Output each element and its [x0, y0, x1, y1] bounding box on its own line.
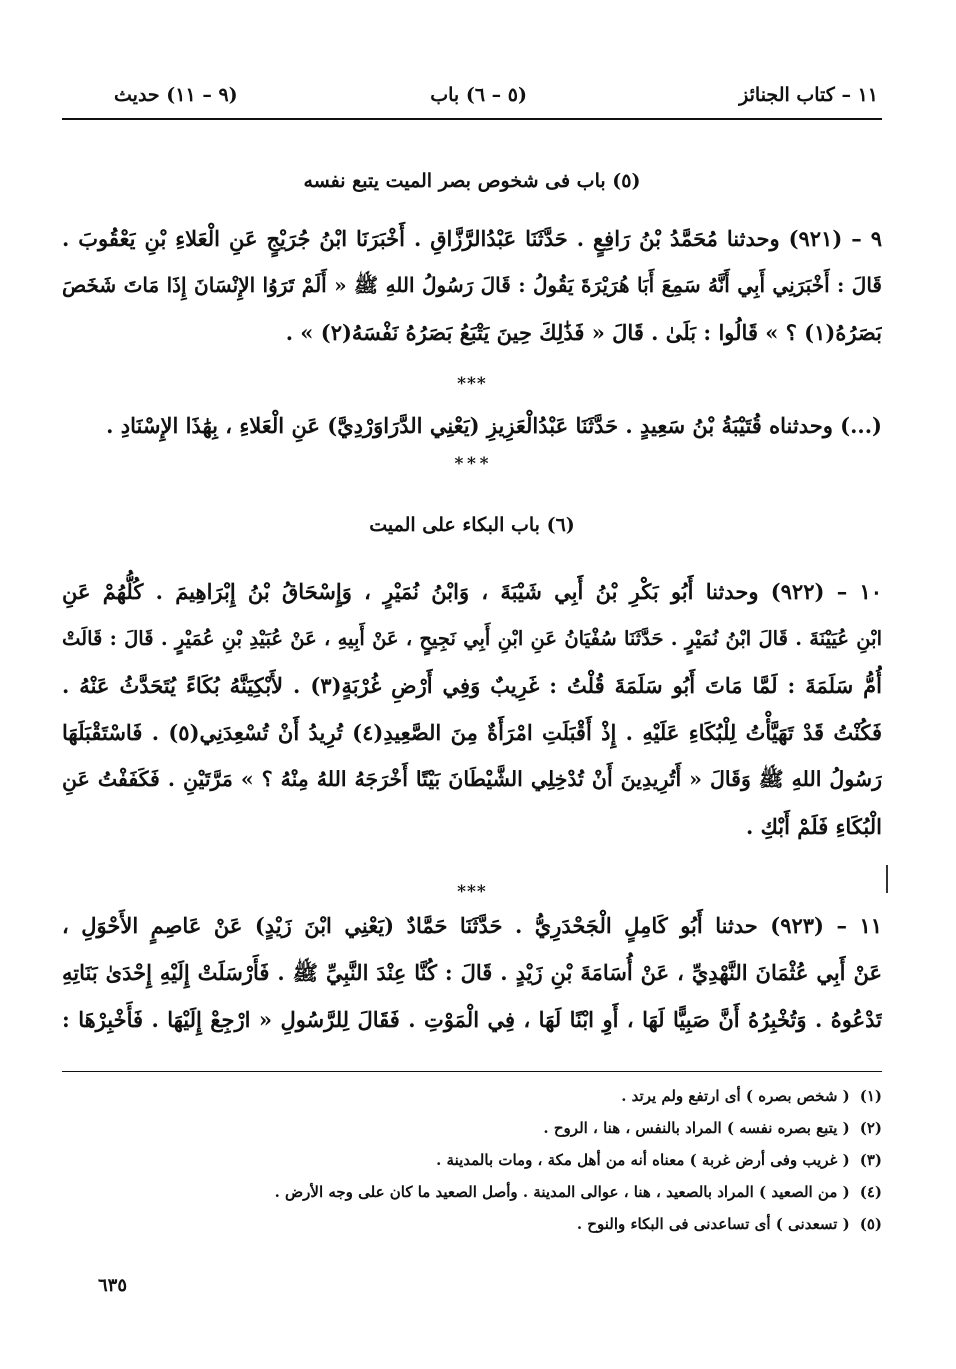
- hadith-range: (٩ – ١١) حديث: [114, 84, 238, 106]
- footnote-text: ( يتبع بصره نفسه ) المراد بالنفس ، هنا ، الروح .: [543, 1119, 850, 1137]
- separator-stars: ***: [457, 882, 487, 902]
- footnote-number: (٤): [859, 1183, 882, 1201]
- text-line: ابْنِ عُيَيْنَةَ . قَالَ ابْنُ نُمَيْرٍ . حَدَّثَنَا سُفْيَانُ عَنِ ابْنِ أَبِي نَجِيحٍ ، عَنْ أَبِيهِ ، عَنْ عُبَيْدِ بْنِ عُمَيْرٍ . قَالَ : قَالَتْ: [62, 627, 882, 650]
- text-line: فَكُنْتُ قَدْ تَهَيَّأْتُ لِلْبُكَاءِ عَلَيْهِ . إِذْ أَقْبَلَتِ امْرَأَةٌ مِنَ الصَّعِيدِ(٤) تُرِيدُ أَنْ تُسْعِدَنِي(٥) . فَاسْتَقْبَلَهَا: [62, 720, 882, 745]
- footnote-item: [62, 1176, 882, 1208]
- footnotes: [62, 1080, 882, 1240]
- book-title: ١١ – كتاب الجنائز: [739, 84, 878, 106]
- text-line: (...) وحدثناه قُتَيْبَةُ بْنُ سَعِيدٍ . حَدَّثَنَا عَبْدُالْعَزِيزِ (يَعْنِي الدَّرَاوَرْدِيَّ) عَنِ الْعَلاءِ ، بِهَٰذَا الإِسْنَادِ .: [106, 413, 882, 438]
- footnote-text: ( غريب وفى أرض غربة ) معناه أنه من أهل مكة ، ومات بالمدينة .: [436, 1151, 850, 1169]
- text-line: الْبُكَاءِ فَلَمْ أَبْكِ .: [745, 814, 882, 839]
- footnote-item: [62, 1080, 882, 1112]
- footnote-number: (٢): [859, 1119, 882, 1137]
- running-header: [62, 70, 882, 120]
- hadith-923: [62, 902, 882, 1043]
- footnote-text: ( تسعدنى ) أى تساعدنى فى البكاء والنوح .: [576, 1215, 850, 1233]
- footnote-divider: [62, 1071, 882, 1072]
- text-line: رَسُولُ اللهِ ﷺ وَقَالَ « أَتُرِيدِينَ أَنْ تُدْخِلِي الشَّيْطَانَ بَيْتًا أَخْرَجَهُ اللهُ مِنْهُ ؟ » مَرَّتَيْنِ . فَكَفَفْتُ عَنِ: [62, 767, 882, 791]
- text-line: ٩ – (٩٢١) وحدثنا مُحَمَّدُ بْنُ رَافِعٍ . حَدَّثَنَا عَبْدُالرَّزَّاقِ . أَخْبَرَنَا ابْنُ جُرَيْجٍ عَنِ الْعَلاءِ بْنِ يَعْقُوبَ .: [62, 226, 882, 251]
- hadith-922: [62, 568, 882, 850]
- footnote-text: ( من الصعيد ) المراد بالصعيد ، هنا ، عوالى المدينة . وأصل الصعيد ما كان على وجه الأرض .: [274, 1183, 850, 1201]
- hadith-921-alt-chain: [62, 402, 882, 449]
- footnote-item: [62, 1208, 882, 1240]
- text-line: تَدْعُوهُ . وَتُخْبِرُهُ أَنَّ صَبِيًّا لَهَا ، أَوِ ابْنًا لَهَا ، فِي الْمَوْتِ . فَقَالَ لِلرَّسُولِ « ارْجِعْ إِلَيْهَا . فَأَخْبِرْهَا :: [62, 1007, 882, 1032]
- footnote-text: ( شخص بصره ) أى ارتفع ولم يرتد .: [621, 1087, 850, 1105]
- separator-stars: ***: [457, 374, 487, 394]
- document-page: [62, 70, 882, 1296]
- footnote-number: (٣): [859, 1151, 882, 1169]
- footnote-item: [62, 1112, 882, 1144]
- chapter-range: (٥ – ٦) باب: [430, 84, 527, 106]
- footnote-item: [62, 1144, 882, 1176]
- text-line: ١٠ – (٩٢٢) وحدثنا أَبُو بَكْرِ بْنُ أَبِي شَيْبَةَ ، وَابْنُ نُمَيْرٍ ، وَإِسْحَاقُ بْنُ إِبْرَاهِيمَ . كُلُّهُمْ عَنِ: [62, 579, 882, 604]
- text-line: قَالَ : أَخْبَرَنِي أَبِي أَنَّهُ سَمِعَ أَبَا هُرَيْرَةَ يَقُولُ : قَالَ رَسُولُ اللهِ ﷺ « أَلَمْ تَرَوُا الإِنْسَانَ إِذَا مَاتَ شَخَصَ: [62, 273, 882, 297]
- text-line: أُمُّ سَلَمَةَ : لَمَّا مَاتَ أَبُو سَلَمَةَ قُلْتُ : غَرِيبٌ وَفِي أَرْضِ غُرْبَةٍ(٣) . لأَبْكِيَنَّهُ بُكَاءً يُتَحَدَّثُ عَنْهُ .: [62, 673, 882, 698]
- separator-stars: * * *: [454, 454, 490, 474]
- text-line: بَصَرُهُ(١) ؟ » قَالُوا : بَلَىٰ . قَالَ « فَذَٰلِكَ حِينَ يَتْبَعُ بَصَرُهُ نَفْسَهُ(٢) » .: [285, 320, 882, 345]
- text-line: ١١ – (٩٢٣) حدثنا أَبُو كَامِلٍ الْجَحْدَرِيُّ . حَدَّثَنَا حَمَّادٌ (يَعْنِي ابْنَ زَيْدٍ) عَنْ عَاصِمٍ الأَحْوَلِ ،: [62, 913, 882, 938]
- chapter-title-5: (٥) باب فى شخوص بصر الميت يتبع نفسه: [303, 170, 641, 192]
- margin-mark: [886, 865, 888, 893]
- text-line: عَنْ أَبِي عُثْمَانَ النَّهْدِيِّ ، عَنْ أُسَامَةَ بْنِ زَيْدٍ . قَالَ : كُنَّا عِنْدَ النَّبِيِّ ﷺ . فَأَرْسَلَتْ إِلَيْهِ إِحْدَىٰ بَنَاتِهِ: [62, 960, 882, 985]
- hadith-921: [62, 215, 882, 356]
- chapter-title-6: (٦) باب البكاء على الميت: [369, 514, 575, 536]
- page-number: ٦٣٥: [98, 1275, 128, 1296]
- footnote-number: (١): [859, 1087, 882, 1105]
- footnote-number: (٥): [859, 1215, 882, 1233]
